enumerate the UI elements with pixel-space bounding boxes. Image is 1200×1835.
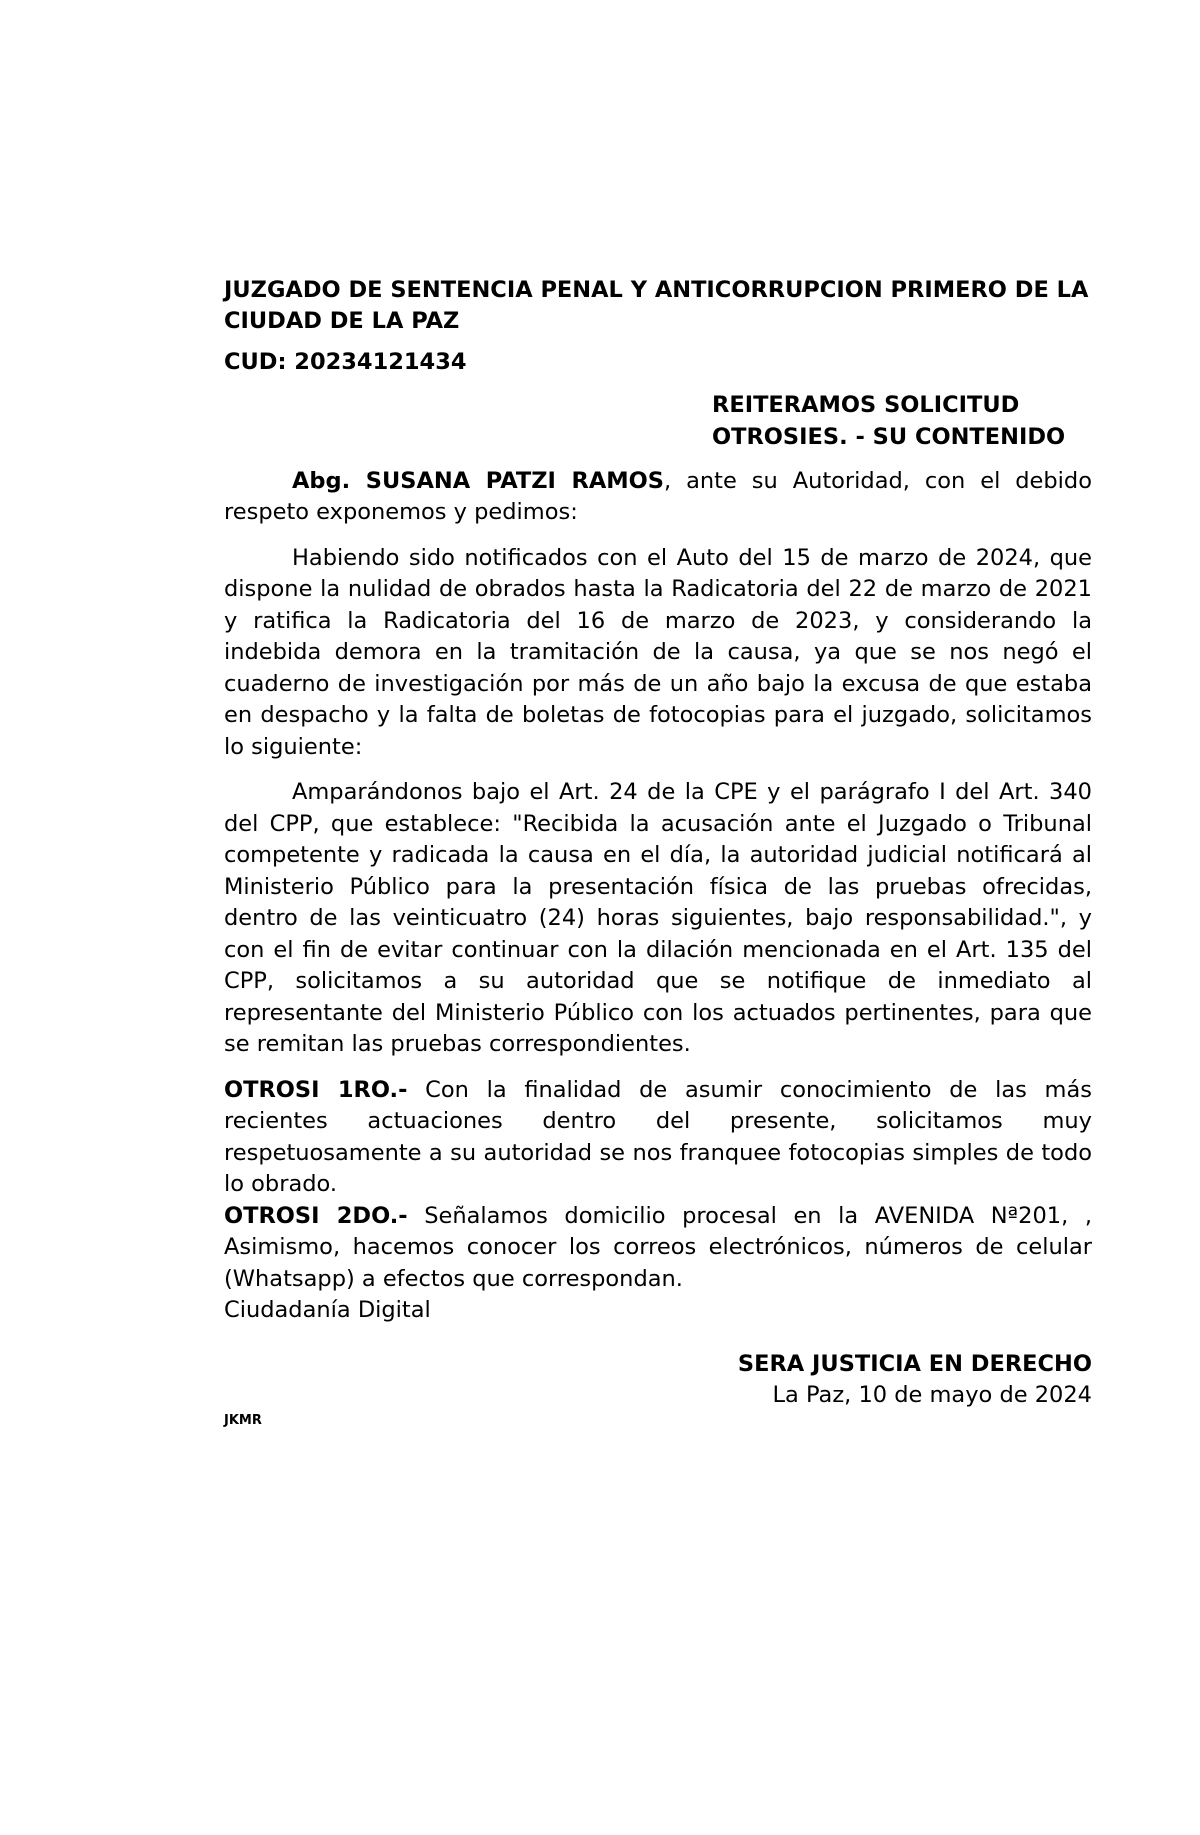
- otrosi-1-label: OTROSI 1RO.-: [224, 1076, 408, 1103]
- paragraph-1: Habiendo sido notificados con el Auto del 15 de marzo de 2024, que dispone la nulidad de obrados hasta la Radicatoria del 22 de marzo de 2021 y ratifica la Radicatoria del 16 de marzo de 2023, y considerando la indebida demora en la tramitación de la causa, ya que se nos negó el cuaderno de investigación por más de un año bajo la excusa de que estaba en despacho y la falta de boletas de fotocopias para el juzgado, solicitamos lo siguiente:: [224, 544, 1092, 760]
- otrosi-1: [224, 1075, 1092, 1201]
- subject-line-2: OTROSIES. - SU CONTENIDO: [712, 423, 1066, 450]
- intro-paragraph: [224, 466, 1092, 529]
- petitioner-name: Abg. SUSANA PATZI RAMOS: [292, 467, 664, 494]
- intro-text: , ante su Autoridad, con el debido respeto exponemos y pedimos:: [224, 467, 1092, 525]
- closing-date: La Paz, 10 de mayo de 2024: [772, 1381, 1092, 1408]
- paragraph-2: Amparándonos bajo el Art. 24 de la CPE y el parágrafo I del Art. 340 del CPP, que establece: "Recibida la acusación ante el Juzgado o Tribunal competente y radicada la causa en el día, la autoridad judicial notificará al Ministerio Público para la presentación física de las pruebas ofrecidas, dentro de las veinticuatro (24) horas siguientes, bajo responsabilidad.", y con el fin de evitar continuar con la dilación mencionada en el Art. 135 del CPP, solicitamos a su autoridad que se notifique de inmediato al representante del Ministerio Público con los actuados pertinentes, para que se remitan las pruebas correspondientes.: [224, 779, 1092, 1057]
- digital-citizenship: Ciudadanía Digital: [224, 1297, 431, 1323]
- subject-block: [712, 389, 1092, 453]
- case-number: CUD: 20234121434: [224, 349, 467, 375]
- otrosi-2-text: Señalamos domicilio procesal en la AVENIDA Nª201, , Asimismo, hacemos conocer los correos electrónicos, números de celular (Whatsapp) a efectos que correspondan.: [224, 1202, 1092, 1292]
- subject-line-1: REITERAMOS SOLICITUD: [712, 391, 1020, 418]
- otrosi-2-label: OTROSI 2DO.-: [224, 1202, 408, 1229]
- closing-motto: SERA JUSTICIA EN DERECHO: [737, 1350, 1092, 1377]
- otrosi-1-text: Con la finalidad de asumir conocimiento de las más recientes actuaciones dentro del presente, solicitamos muy respetuosamente a su autoridad se nos franquee fotocopias simples de todo lo obrado.: [224, 1076, 1092, 1197]
- author-initials: JKMR: [224, 1412, 262, 1428]
- otrosi-2: [224, 1201, 1092, 1296]
- document-page: [224, 275, 1092, 1429]
- closing-block: [224, 1349, 1092, 1411]
- court-heading: JUZGADO DE SENTENCIA PENAL Y ANTICORRUPCION PRIMERO DE LA CIUDAD DE LA PAZ: [224, 277, 1089, 334]
